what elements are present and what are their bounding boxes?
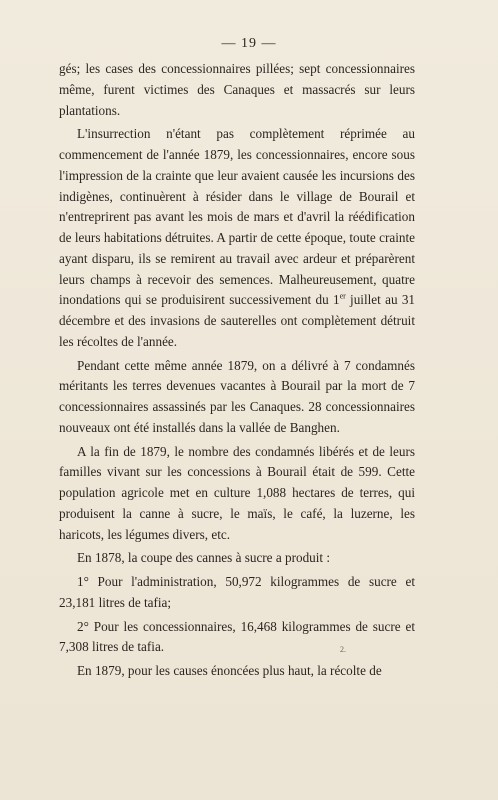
paragraph	[59, 124, 415, 352]
paragraph: 1° Pour l'administration, 50,972 kilogrammes de sucre et 23,181 litres de tafia;	[59, 574, 415, 610]
paragraph: En 1878, la coupe des cannes à sucre a produit :	[77, 550, 331, 566]
paragraph-text: L'insurrection n'étant pas complètement réprimée au commencement de l'année 1879, les concessionnaires, encore sous l'impression de la crainte que leur avaient causée les incursions des indigènes, continuèrent à résider dans le village de Bourail et n'entreprirent pas avant les mois de mars et d'avril la réédification de leurs habitations détruites. A partir de cette époque, toute crainte ayant disparu, ils se remirent au travail avec ardeur et préparèrent leurs champs à recevoir des semences. Malheureusement, quatre inondations qui se produisirent successivement du 1	[59, 126, 415, 308]
paragraph: A la fin de 1879, le nombre des condamnés libérés et de leurs familles vivant sur les concessions à Bourail était de 599. Cette population agricole met en culture 1,088 hectares de terres, qui produisent la canne à sucre, le maïs, le café, la luzerne, les haricots, les légumes divers, etc.	[59, 443, 415, 542]
signature-mark: 2.	[340, 645, 346, 654]
paragraph: Pendant cette même année 1879, on a délivré à 7 condamnés méritants les terres devenues vacantes à Bourail par la mort de 7 concessionnaires assassinés par les Canaques. 28 concessionnaires nouveaux ont été installés dans la vallée de Banghen.	[59, 357, 415, 435]
superscript: er	[339, 291, 346, 301]
body-text	[59, 59, 415, 682]
paragraph-text: juillet au 31 décembre et des invasions de sauterelles ont complètement détruit les récoltes de l'année.	[59, 292, 415, 349]
paragraph: gés; les cases des concessionnaires pillées; sept concessionnaires même, furent victimes des Canaques et massacrés sur leurs plantations.	[59, 61, 415, 118]
paragraph: En 1879, pour les causes énoncées plus haut, la récolte de	[77, 663, 382, 678]
paragraph: 2° Pour les concessionnaires, 16,468 kilogrammes de sucre et 7,308 litres de tafia.	[59, 618, 415, 655]
page-number: — 19 —	[221, 36, 277, 51]
